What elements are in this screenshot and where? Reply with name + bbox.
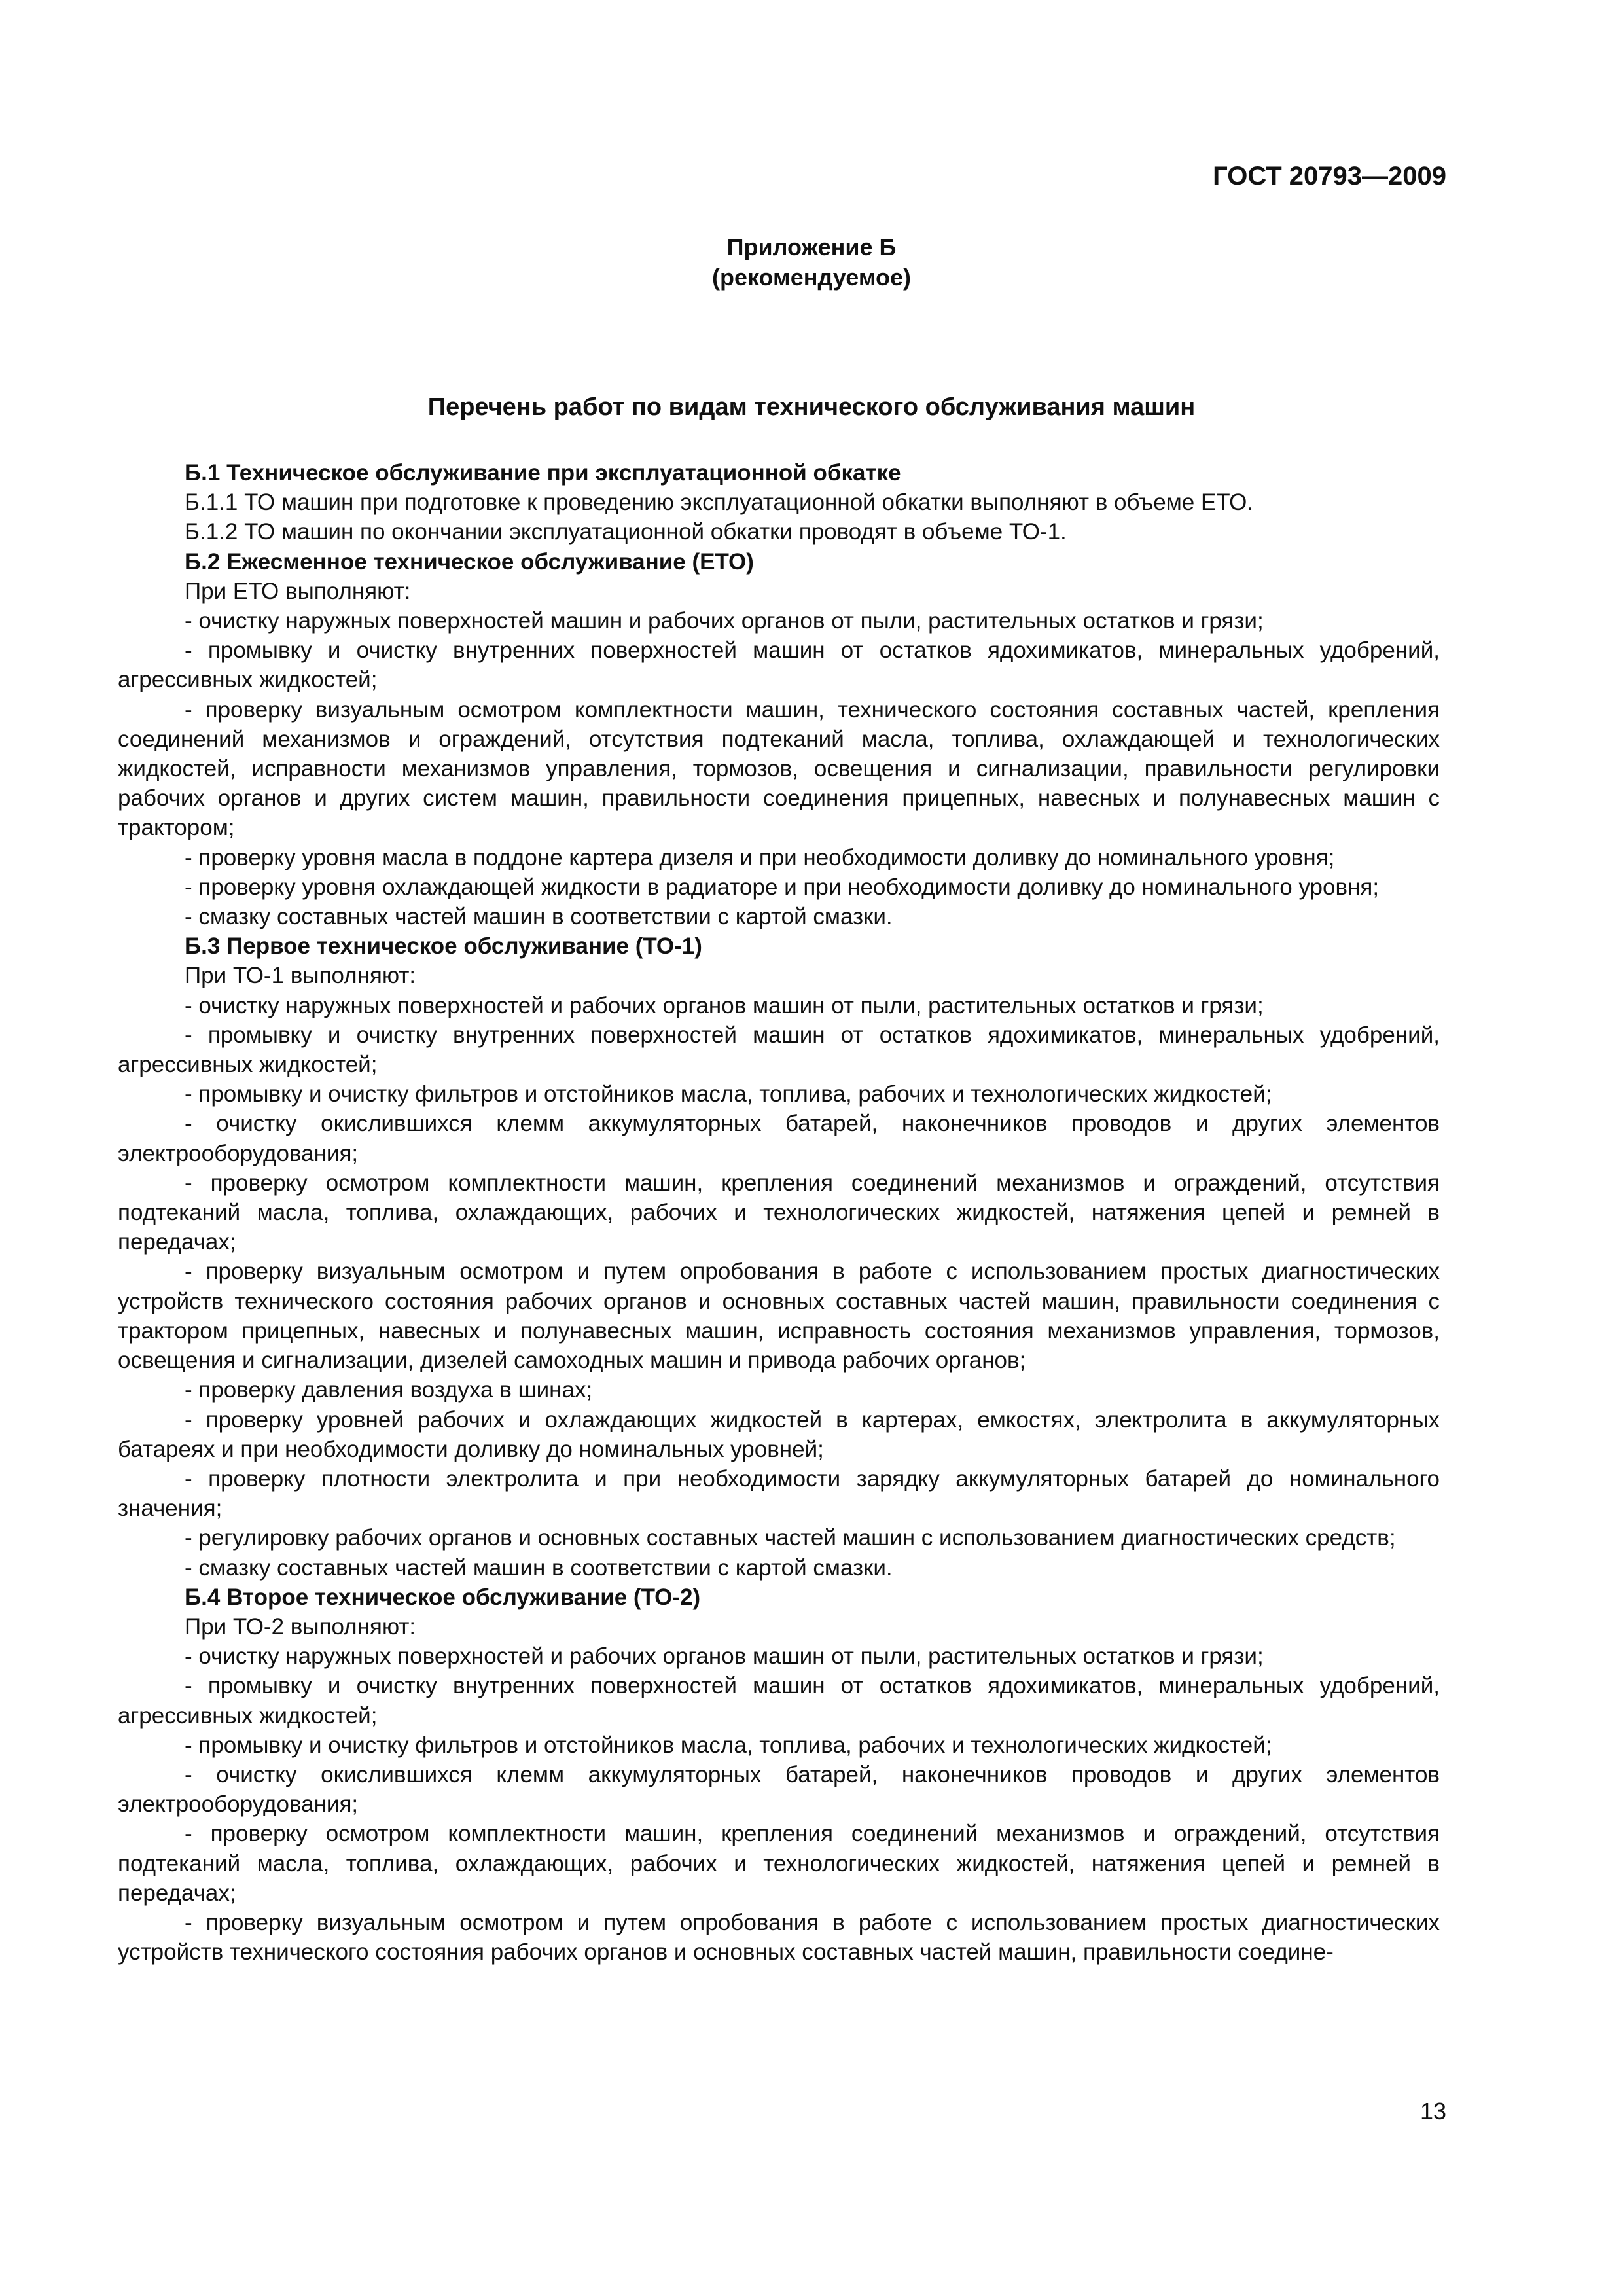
paragraph: - проверку осмотром комплектности машин, крепления соединений механизмов и ограждений, отсутствия подтеканий масла, топлива, охлаждающих, рабочих и технологических жидкостей, натяжения цепей и ремней в передачах; <box>118 1170 1440 1255</box>
section-heading: Б.4 Второе техническое обслуживание (ТО-2) <box>185 1584 701 1610</box>
appendix-heading <box>0 232 1623 293</box>
page-number: 13 <box>1419 2098 1446 2125</box>
paragraph: - проверку визуальным осмотром комплектности машин, технического состояния составных частей, крепления соединений механизмов и ограждений, отсутствия подтеканий масла, топлива, охлаждающей и технологических жидкостей, исправности механизмов управления, тормозов, освещения и сигнализации, правильности регулировки рабочих органов и других систем машин, правильности соединения прицепных, навесных и полунавесных машин с трактором; <box>118 696 1440 841</box>
appendix-status: (рекомендуемое) <box>712 264 911 291</box>
paragraph: - промывку и очистку фильтров и отстойников масла, топлива, рабочих и технологических жидкостей; <box>185 1732 1272 1758</box>
section-heading: Б.2 Ежесменное техническое обслуживание (ЕТО) <box>185 548 754 575</box>
paragraph: Б.1.1 ТО машин при подготовке к проведению эксплуатационной обкатки выполняют в объеме ЕТО. <box>185 490 1254 516</box>
paragraph: - очистку наружных поверхностей и рабочих органов машин от пыли, растительных остатков и грязи; <box>185 1643 1264 1670</box>
document-body <box>118 458 1440 1967</box>
paragraph: - проверку визуальным осмотром и путем опробования в работе с использованием простых диагностических устройств технического состояния рабочих органов и основных составных частей машин, правильности соедине- <box>118 1909 1440 1965</box>
paragraph: - проверку уровня масла в поддоне картера дизеля и при необходимости доливку до номинального уровня; <box>185 844 1335 870</box>
paragraph: - проверку уровня охлаждающей жидкости в радиаторе и при необходимости доливку до номинального уровня; <box>185 874 1380 900</box>
paragraph: - очистку наружных поверхностей и рабочих органов машин от пыли, растительных остатков и грязи; <box>185 992 1264 1018</box>
document-title: Перечень работ по видам технического обслуживания машин <box>427 393 1196 421</box>
section-heading: Б.1 Техническое обслуживание при эксплуатационной обкатке <box>185 460 901 486</box>
paragraph: - промывку и очистку внутренних поверхностей машин от остатков ядохимикатов, минеральных удобрений, агрессивных жидкостей; <box>118 637 1440 693</box>
paragraph: - регулировку рабочих органов и основных составных частей машин с использованием диагностических средств; <box>185 1525 1396 1551</box>
paragraph: - проверку осмотром комплектности машин, крепления соединений механизмов и ограждений, отсутствия подтеканий масла, топлива, охлаждающих, рабочих и технологических жидкостей, натяжения цепей и ремней в передачах; <box>118 1821 1440 1906</box>
paragraph: - проверку плотности электролита и при необходимости зарядку аккумуляторных батарей до номинального значения; <box>118 1465 1440 1522</box>
paragraph: - очистку окислившихся клемм аккумуляторных батарей, наконечников проводов и других элементов электрооборудования; <box>118 1761 1440 1818</box>
paragraph: - смазку составных частей машин в соответствии с картой смазки. <box>185 1554 893 1581</box>
paragraph: - промывку и очистку внутренних поверхностей машин от остатков ядохимикатов, минеральных удобрений, агрессивных жидкостей; <box>118 1673 1440 1729</box>
paragraph: При ТО-1 выполняют: <box>185 963 416 989</box>
paragraph: - промывку и очистку фильтров и отстойников масла, топлива, рабочих и технологических жидкостей; <box>185 1081 1272 1107</box>
section-heading: Б.3 Первое техническое обслуживание (ТО-1) <box>185 933 702 960</box>
paragraph: - проверку давления воздуха в шинах; <box>185 1377 593 1403</box>
paragraph: - смазку составных частей машин в соответствии с картой смазки. <box>185 904 893 930</box>
paragraph: При ЕТО выполняют: <box>185 578 411 604</box>
paragraph: - очистку наружных поверхностей машин и рабочих органов от пыли, растительных остатков и грязи; <box>185 608 1264 634</box>
paragraph: - проверку уровней рабочих и охлаждающих жидкостей в картерах, емкостях, электролита в аккумуляторных батареях и при необходимости доливку до номинальных уровней; <box>118 1407 1440 1462</box>
paragraph: При ТО-2 выполняют: <box>185 1613 416 1640</box>
appendix-label: Приложение Б <box>726 234 897 260</box>
paragraph: - очистку окислившихся клемм аккумуляторных батарей, наконечников проводов и других элементов электрооборудования; <box>118 1111 1440 1166</box>
paragraph: Б.1.2 ТО машин по окончании эксплуатационной обкатки проводят в объеме ТО-1. <box>185 519 1067 545</box>
paragraph: - промывку и очистку внутренних поверхностей машин от остатков ядохимикатов, минеральных удобрений, агрессивных жидкостей; <box>118 1022 1440 1078</box>
standard-code: ГОСТ 20793—2009 <box>1213 162 1446 190</box>
paragraph: - проверку визуальным осмотром и путем опробования в работе с использованием простых диагностических устройств технического состояния рабочих органов и основных составных частей машин, правильности соединения с трактором прицепных, навесных и полунавесных машин, исправность состояния механизмов управления, тормозов, освещения и сигнализации, дизелей самоходных машин и привода рабочих органов; <box>118 1259 1440 1374</box>
